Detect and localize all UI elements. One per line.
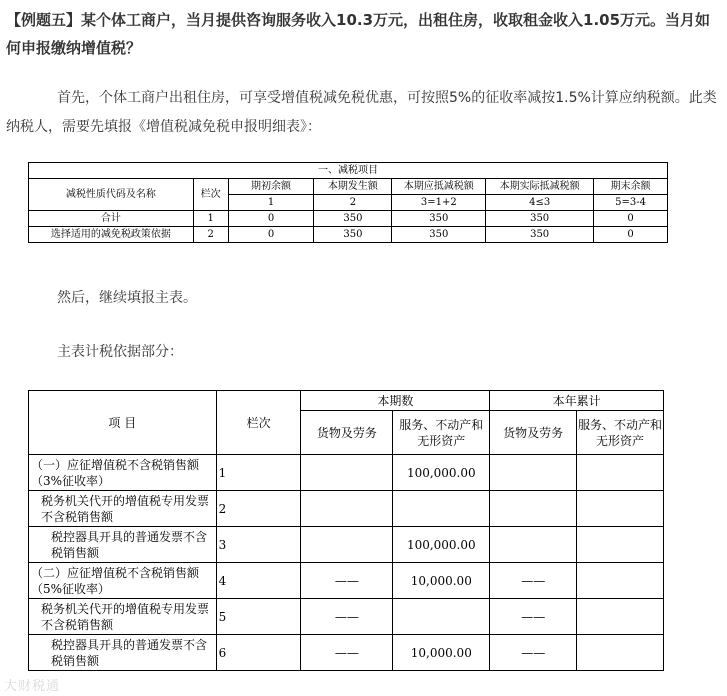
main-group-current: 本期数 [301,391,490,411]
row-ann-services [577,563,664,599]
row-cur-services: 10,000.00 [393,563,490,599]
row-line: 1 [216,455,301,491]
main-sub-goods: 货物及劳务 [490,411,577,455]
main-col-item: 项 目 [29,391,217,455]
reduction-col-name: 减税性质代码及名称 [29,179,194,211]
row-item: （一）应征增值税不含税销售额（3%征收率） [29,455,217,491]
row-ann-services [577,527,664,563]
reduction-formula: 5=3-4 [594,195,668,211]
row-line: 2 [216,491,301,527]
table-row [29,227,668,243]
tax-basis-caption: 主表计税依据部分： [57,344,183,360]
main-col-line: 栏次 [216,391,301,455]
main-table-intro: 然后，继续填报主表。 [57,290,197,306]
row-cur-services [393,491,490,527]
row-cur-goods [301,455,393,491]
row-ann-services [577,599,664,635]
row-cur-goods: —— [301,635,393,671]
row-cur-goods [301,527,393,563]
row-item: 税控器具开具的普通发票不含税销售额 [29,635,217,671]
reduction-formula: 1 [228,195,314,211]
reduction-formula: 3=1+2 [392,195,486,211]
row-value: 350 [314,211,392,227]
row-value: 0 [594,227,668,243]
row-ann-goods: —— [490,563,577,599]
tax-reduction-table [28,162,668,243]
row-cur-services: 100,000.00 [393,455,490,491]
reduction-header: 本期实际抵减税额 [486,179,594,195]
reduction-section-title: 一、减税项目 [29,163,668,179]
row-ann-goods [490,527,577,563]
reduction-col-line: 栏次 [193,179,228,211]
table-row [29,455,664,491]
row-ann-services [577,491,664,527]
reduction-header: 本期发生额 [314,179,392,195]
row-value: 350 [486,227,594,243]
row-item: 税控器具开具的普通发票不含税销售额 [29,527,217,563]
row-value: 0 [594,211,668,227]
watermark: 大财税通 [4,679,61,694]
row-value: 350 [392,227,486,243]
row-ann-goods: —— [490,635,577,671]
row-ann-goods [490,455,577,491]
row-cur-goods: —— [301,599,393,635]
row-value: 0 [228,211,314,227]
main-sub-services: 服务、不动产和无形资产 [577,411,664,455]
reduction-header: 期末余额 [594,179,668,195]
row-line: 3 [216,527,301,563]
row-ann-services [577,635,664,671]
intro-paragraph: 首先，个体工商户出租住房，可享受增值税减免税优惠，可按照5%的征收率减按1.5%计算应纳税额。此类纳税人，需要先填报《增值税减免税申报明细表》： [6,90,717,135]
reduction-header: 本期应抵减税额 [392,179,486,195]
row-value: 0 [228,227,314,243]
example-title: 【例题五】某个体工商户，当月提供咨询服务收入10.3万元，出租住房，收取租金收入1.05万元。当月如何申报缴纳增值税？ [6,11,711,57]
main-sub-goods: 货物及劳务 [301,411,393,455]
table-row [29,635,664,671]
row-value: 350 [486,211,594,227]
table-row [29,563,664,599]
row-cur-goods [301,491,393,527]
row-line: 4 [216,563,301,599]
row-item: 税务机关代开的增值税专用发票不含税销售额 [29,599,217,635]
row-line: 6 [216,635,301,671]
row-line: 5 [216,599,301,635]
row-cur-services: 10,000.00 [393,635,490,671]
main-sub-services: 服务、不动产和无形资产 [393,411,490,455]
row-item: 税务机关代开的增值税专用发票不含税销售额 [29,491,217,527]
row-line: 2 [193,227,228,243]
row-ann-services [577,455,664,491]
main-group-annual: 本年累计 [490,391,664,411]
table-row [29,599,664,635]
reduction-formula: 4≤3 [486,195,594,211]
row-value: 350 [314,227,392,243]
row-item: （二）应征增值税不含税销售额（5%征收率） [29,563,217,599]
row-ann-goods: —— [490,599,577,635]
row-cur-goods: —— [301,563,393,599]
row-cur-services [393,599,490,635]
table-row [29,211,668,227]
row-ann-goods [490,491,577,527]
row-cur-services: 100,000.00 [393,527,490,563]
table-row [29,527,664,563]
row-name: 合计 [29,211,194,227]
reduction-formula: 2 [314,195,392,211]
reduction-header: 期初余额 [228,179,314,195]
row-name: 选择适用的减免税政策依据 [29,227,194,243]
main-tax-table [28,390,664,671]
row-line: 1 [193,211,228,227]
table-row [29,491,664,527]
row-value: 350 [392,211,486,227]
